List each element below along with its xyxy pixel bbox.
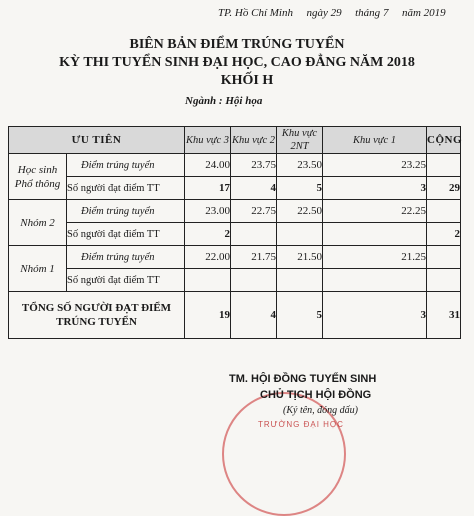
subject-line: [185, 95, 262, 107]
table-row: [9, 246, 461, 269]
total-cell: [427, 269, 461, 292]
score-cell: 24.00: [185, 154, 231, 177]
seal-text: TRƯỜNG ĐẠI HỌC: [258, 420, 344, 429]
grand-total-cell: 4: [231, 292, 277, 339]
score-cell: 21.75: [231, 246, 277, 269]
signature-council: TM. HỘI ĐỒNG TUYỂN SINH: [229, 373, 377, 385]
title-line-1: BIÊN BẢN ĐIỂM TRÚNG TUYỂN: [129, 37, 345, 52]
grand-total-label: TỔNG SỐ NGƯỜI ĐẠT ĐIỂM TRÚNG TUYỂN: [9, 292, 185, 339]
count-cell: [231, 223, 277, 246]
table-row: [9, 223, 461, 246]
date-day: 29: [330, 7, 342, 19]
count-cell: [231, 269, 277, 292]
grand-total-cell: 5: [277, 292, 323, 339]
count-label: Số người đạt điểm TT: [67, 177, 185, 200]
score-label: Điểm trúng tuyển: [67, 154, 185, 177]
count-cell: 17: [185, 177, 231, 200]
count-cell: [277, 269, 323, 292]
total-cell: [427, 154, 461, 177]
table-row: [9, 154, 461, 177]
total-cell: 2: [427, 223, 461, 246]
count-cell: [323, 269, 427, 292]
total-cell: 29: [427, 177, 461, 200]
count-cell: [185, 269, 231, 292]
document-date: [218, 7, 446, 19]
total-cell: [427, 246, 461, 269]
score-cell: 22.00: [185, 246, 231, 269]
group-name: Nhóm 1: [9, 246, 67, 292]
table-header-row: [9, 127, 461, 154]
table-row: [9, 200, 461, 223]
score-table: [8, 126, 461, 339]
count-cell: [323, 223, 427, 246]
date-location: TP. Hồ Chí Minh: [218, 7, 293, 19]
signature-note: (Ký tên, đóng dấu): [283, 405, 358, 416]
date-year-word: năm: [401, 7, 421, 19]
grand-total-cell: 19: [185, 292, 231, 339]
date-month-word: tháng: [355, 7, 381, 19]
count-label: Số người đạt điểm TT: [67, 269, 185, 292]
grand-total-row: [9, 292, 461, 339]
grand-total-cell: 3: [323, 292, 427, 339]
table-row: [9, 269, 461, 292]
group-name: Nhóm 2: [9, 200, 67, 246]
header-zone-1: Khu vực 1: [323, 127, 427, 154]
score-cell: 21.50: [277, 246, 323, 269]
header-priority: ƯU TIÊN: [9, 127, 185, 154]
score-cell: 23.50: [277, 154, 323, 177]
title-line-3: KHỐI H: [220, 73, 274, 88]
score-label: Điểm trúng tuyển: [67, 246, 185, 269]
score-cell: 23.75: [231, 154, 277, 177]
total-cell: [427, 200, 461, 223]
signature-chairman: CHỦ TỊCH HỘI ĐỒNG: [260, 389, 372, 401]
subject-label: Ngành :: [185, 95, 223, 107]
score-cell: 21.25: [323, 246, 427, 269]
date-year: 2019: [423, 7, 446, 19]
table-row: [9, 177, 461, 200]
count-cell: 5: [277, 177, 323, 200]
title-line-2: KỲ THI TUYỂN SINH ĐẠI HỌC, CAO ĐẲNG NĂM 2018: [59, 55, 415, 70]
count-cell: [277, 223, 323, 246]
header-zone-2: Khu vực 2: [231, 127, 277, 154]
score-label: Điểm trúng tuyển: [67, 200, 185, 223]
count-cell: 4: [231, 177, 277, 200]
grand-total-sum: 31: [427, 292, 461, 339]
score-cell: 22.25: [323, 200, 427, 223]
count-cell: 2: [185, 223, 231, 246]
date-month: 7: [382, 7, 389, 19]
header-zone-3: Khu vực 3: [185, 127, 231, 154]
count-cell: 3: [323, 177, 427, 200]
date-day-word: ngày: [306, 7, 328, 19]
score-cell: 22.75: [231, 200, 277, 223]
header-zone-2nt: Khu vực 2NT: [277, 127, 323, 154]
score-cell: 22.50: [277, 200, 323, 223]
subject-value: Hội họa: [225, 95, 263, 107]
count-label: Số người đạt điểm TT: [67, 223, 185, 246]
score-cell: 23.00: [185, 200, 231, 223]
group-name: Học sinh Phổ thông: [9, 154, 67, 200]
score-cell: 23.25: [323, 154, 427, 177]
header-total: CỘNG: [427, 127, 461, 154]
